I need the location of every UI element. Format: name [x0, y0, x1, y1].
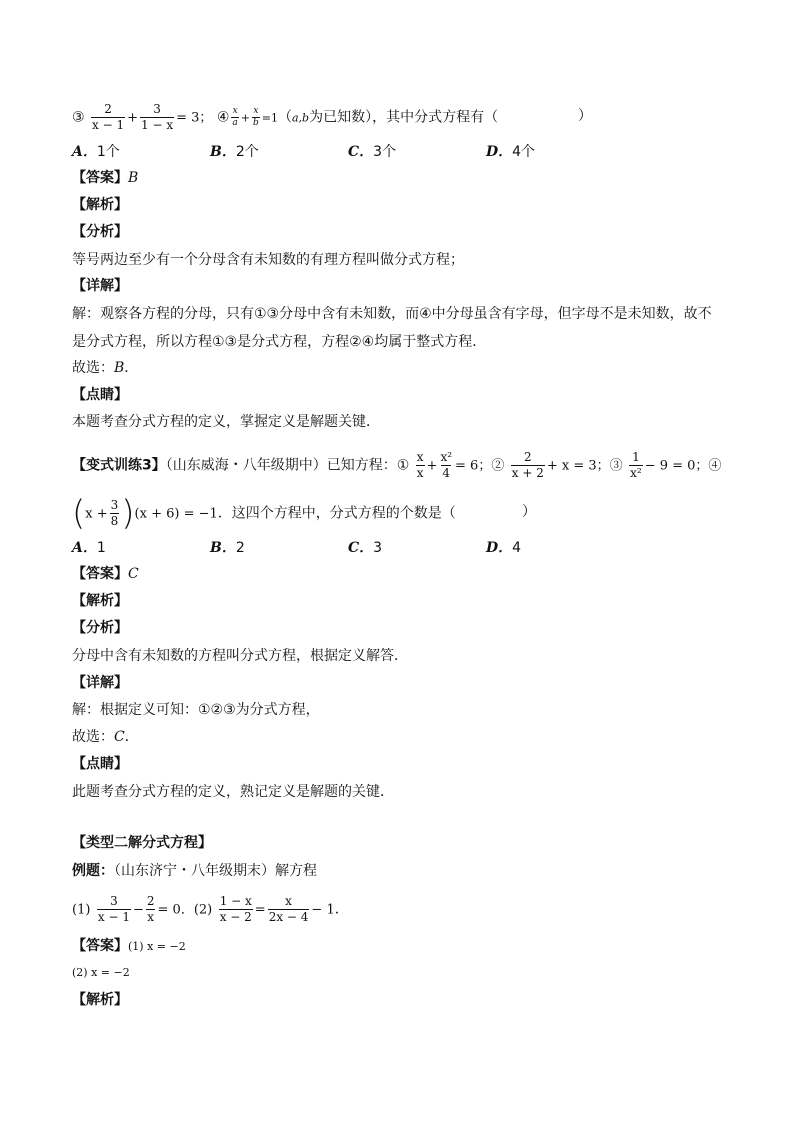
fraction-3-over-x-1: $\frac{3}{x - 1}$ — [97, 894, 130, 924]
variant-option-b: B．2 — [210, 540, 245, 556]
fraction-x2-over-4: $\frac{\text{x²}}{4}$ — [440, 450, 453, 480]
fraction-3-over-8: $\frac{3}{8}$ — [110, 498, 119, 528]
variant-option-d: D．4 — [486, 540, 522, 556]
part-2-rhs: − 1 — [311, 902, 335, 918]
fraction-x-over-x: $\frac{x}{x}$ — [416, 450, 424, 480]
guxuan-line: 故选：B． — [72, 360, 139, 376]
equation-4-note-vars: a,b — [292, 111, 310, 125]
type2-answer-line: 【答案】(1) x = −2 — [72, 938, 186, 954]
type2-analysis-heading: 【解析】 — [72, 992, 128, 1008]
option-a: A．1个 — [72, 144, 120, 160]
example-line: 例题：（山东济宁・八年级期末）解方程 — [72, 863, 317, 879]
option-c: C．3个 — [348, 144, 397, 160]
fraction-x-over-a: $\frac{x}{a}$ — [232, 106, 238, 128]
variant-dianjing-heading: 【点睛】 — [72, 756, 128, 772]
equation-4-marker: ④ — [216, 109, 230, 126]
eq1-rhs: = 6；② — [455, 458, 505, 474]
option-d: D．4个 — [486, 144, 536, 160]
eq4-left: x + — [85, 506, 108, 522]
part-1-label: (1) — [72, 902, 91, 918]
fraction-x-over-b: $\frac{x}{b}$ — [253, 106, 259, 128]
fenxi-heading: 【分析】 — [72, 224, 128, 240]
eq3-rhs: − 9 = 0；④ — [644, 458, 722, 474]
xiangjie-line-1: 解：观察各方程的分母，只有①③分母中含有未知数，而④中分母虽含有字母，但字母不是未知数，故不 — [72, 306, 712, 322]
equation-3-marker: ③ — [72, 109, 85, 126]
variant-eq4-line: (x + $\frac{3}{8}$ )(x + 6) = −1．这四个方程中，分式方程的个数是（ — [72, 493, 456, 534]
answer-line: 【答案】B — [72, 170, 139, 186]
variant-option-a: A．1 — [72, 540, 106, 556]
variant-xiangjie-text: 解：根据定义可知：①②③为分式方程， — [72, 702, 320, 718]
variant-training-3-line: 【变式训练3】（山东威海・八年级期中）已知方程：① $\frac{x}{x}$ + $\frac{\text{x²}}{4}$ = 6；② $\frac{2}{x + 2}$ + x = 3；③ $\frac{1}{\text{x²}}$ − 9 = 0；④ — [72, 450, 722, 480]
fraction-2-over-x-plus-2: $\frac{2}{x + 2}$ — [511, 450, 544, 480]
variant-guxuan-line: 故选：C． — [72, 729, 139, 745]
variant-dianjing-text: 此题考查分式方程的定义，熟记定义是解题的关键． — [72, 784, 394, 800]
eq4-tail: ．这四个方程中，分式方程的个数是（ — [217, 505, 456, 522]
example-equations-line: (1) $\frac{3}{x - 1}$ − $\frac{2}{x}$ = 0．(2) $\frac{1 - x}{x - 2}$ = $\frac{x}{2x - 4}$ − 1． — [72, 894, 349, 924]
part-2-label: ．(2) — [180, 902, 213, 918]
variant-option-c: C．3 — [348, 540, 383, 556]
dianjing-text: 本题考查分式方程的定义，掌握定义是解题关键． — [72, 414, 380, 430]
variant-source: （山东威海・八年级期中）已知方程：① — [165, 457, 410, 474]
fraction-1-over-x2: $\frac{1}{\text{x²}}$ — [630, 450, 642, 480]
dianjing-heading: 【点睛】 — [72, 387, 128, 403]
eq2-rhs: + x = 3；③ — [546, 458, 623, 474]
variant-fenxi-heading: 【分析】 — [72, 620, 128, 636]
variant-answer-line: 【答案】C — [72, 566, 139, 582]
equation-4-note-open: （ — [278, 109, 292, 126]
xiangjie-heading: 【详解】 — [72, 278, 128, 294]
variant-close-paren: ） — [522, 504, 536, 520]
variant-fenxi-text: 分母中含有未知数的方程叫分式方程，根据定义解答． — [72, 648, 408, 664]
xiangjie-line-2: 是分式方程，所以方程①③是分式方程，方程②④均属于整式方程． — [72, 334, 487, 350]
fraction-2-over-x: $\frac{2}{x}$ — [146, 894, 155, 924]
fraction-x-over-2x-4: $\frac{x}{2x - 4}$ — [268, 894, 309, 924]
fenxi-text: 等号两边至少有一个分母含有未知数的有理方程叫做分式方程； — [72, 252, 464, 268]
variant-analysis-heading: 【解析】 — [72, 593, 128, 609]
fraction-1-x-over-x-2: $\frac{1 - x}{x - 2}$ — [219, 894, 252, 924]
eq4-right: (x + 6) = −1 — [134, 506, 218, 522]
question-equations-line: ③ $\frac{2}{x - 1}$ + $\frac{3}{1 - x}$ = 3； ④ $\frac{x}{a}$ + $\frac{x}{b}$ =1（a,b为已知数），其中分式方程有（ — [72, 102, 499, 132]
analysis-heading: 【解析】 — [72, 197, 128, 213]
fraction-3-over-1-x: $\frac{3}{1 - x}$ — [141, 102, 174, 132]
type2-heading: 【类型二解分式方程】 — [72, 835, 212, 851]
equation-3-rhs: = 3； — [176, 110, 213, 126]
variant-xiangjie-heading: 【详解】 — [72, 675, 128, 691]
fraction-2-over-x-1: $\frac{2}{x - 1}$ — [92, 102, 125, 132]
part-1-rhs: = 0 — [157, 902, 181, 918]
equation-4-note-tail: 为已知数），其中分式方程有（ — [309, 109, 499, 126]
variant-title: 【变式训练3】 — [72, 457, 166, 474]
answer-blank-close-paren: ） — [578, 108, 592, 124]
type2-answer-2: (2) x = −2 — [72, 966, 130, 979]
option-b: B．2个 — [210, 144, 259, 160]
equation-4-rhs: =1 — [261, 111, 278, 125]
